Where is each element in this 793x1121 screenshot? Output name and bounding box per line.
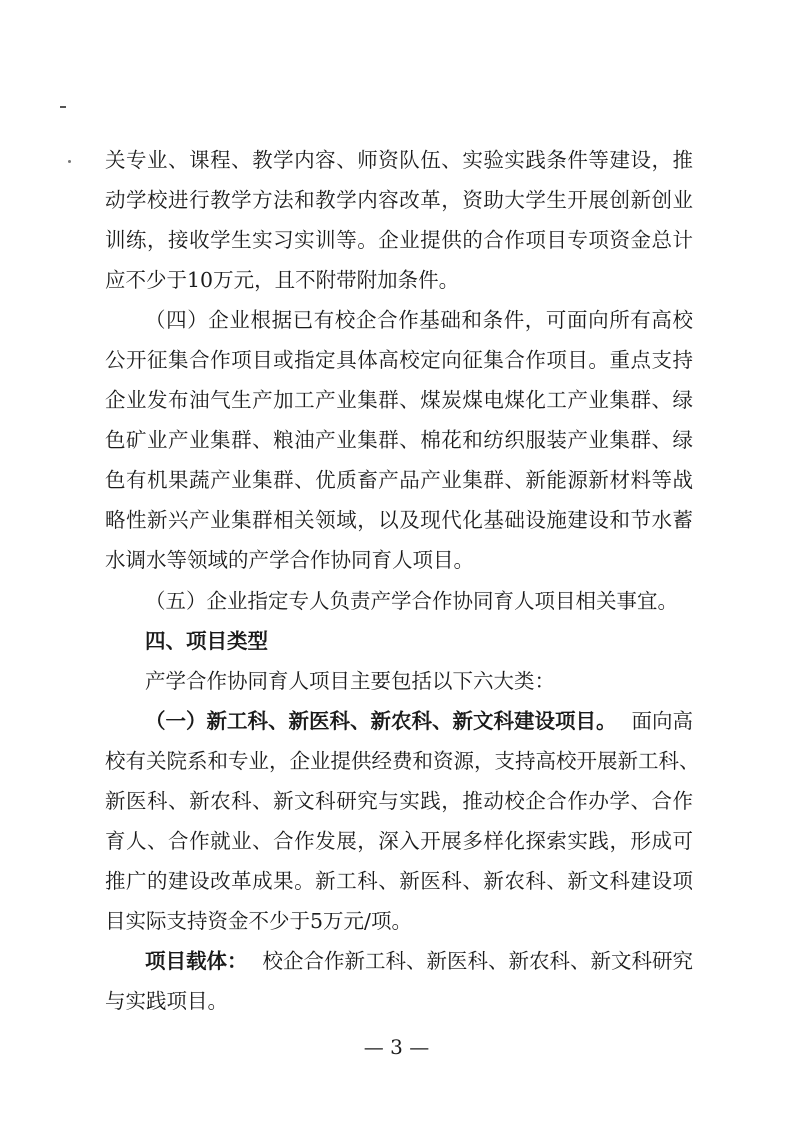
- carrier-label: 项目载体：: [145, 949, 248, 973]
- paragraph-text: 校企合作新工科、新医科、新农科、新文科研究: [262, 949, 693, 973]
- paragraph-line: 新医科、新农科、新文科研究与实践，推动校企合作办学、合作: [105, 789, 693, 813]
- paragraph-line: 产学合作协同育人项目主要包括以下六大类：: [145, 669, 555, 693]
- paragraph-line: 关专业、课程、教学内容、师资队伍、实验实践条件等建设，推: [105, 148, 693, 172]
- page-number: — 3 —: [363, 1035, 430, 1059]
- paragraph-text: 面向高: [631, 709, 693, 733]
- paragraph-line: （五）企业指定专人负责产学合作协同育人项目相关事宜。: [145, 589, 678, 613]
- paragraph-line: 水调水等领域的产学合作协同育人项目。: [105, 548, 474, 572]
- paragraph-line: 育人、合作就业、合作发展，深入开展多样化探索实践，形成可: [105, 829, 693, 853]
- paragraph-line: 色矿业产业集群、粮油产业集群、棉花和纺织服装产业集群、绿: [105, 428, 693, 452]
- paragraph-line: 公开征集合作项目或指定具体高校定向征集合作项目。重点支持: [105, 348, 693, 372]
- section-heading: 四、项目类型: [145, 629, 268, 653]
- scan-mark: [60, 106, 66, 108]
- paragraph-line: [145, 947, 693, 975]
- paragraph-line: 应不少于10万元，且不附带附加条件。: [105, 268, 460, 292]
- paragraph-line: 与实践项目。: [105, 989, 228, 1013]
- paragraph-line: 推广的建设改革成果。新工科、新医科、新农科、新文科建设项: [105, 869, 693, 893]
- paragraph-line: 训练，接收学生实习实训等。企业提供的合作项目专项资金总计: [105, 228, 693, 252]
- paragraph-line: （四）企业根据已有校企合作基础和条件，可面向所有高校: [145, 308, 693, 332]
- paragraph-line: 略性新兴产业集群相关领域，以及现代化基础设施建设和节水蓄: [105, 508, 693, 532]
- paragraph-line: 色有机果蔬产业集群、优质畜产品产业集群、新能源新材料等战: [105, 468, 693, 492]
- subsection-title: （一）新工科、新医科、新农科、新文科建设项目。: [145, 709, 617, 733]
- paragraph-line: 动学校进行教学方法和教学内容改革，资助大学生开展创新创业: [105, 188, 693, 212]
- paragraph-line: 校有关院系和专业，企业提供经费和资源，支持高校开展新工科、: [105, 749, 700, 773]
- paragraph-line: [145, 707, 693, 735]
- scan-dot: [68, 160, 71, 163]
- paragraph-line: 目实际支持资金不少于5万元/项。: [105, 909, 412, 933]
- paragraph-line: 企业发布油气生产加工产业集群、煤炭煤电煤化工产业集群、绿: [105, 388, 693, 412]
